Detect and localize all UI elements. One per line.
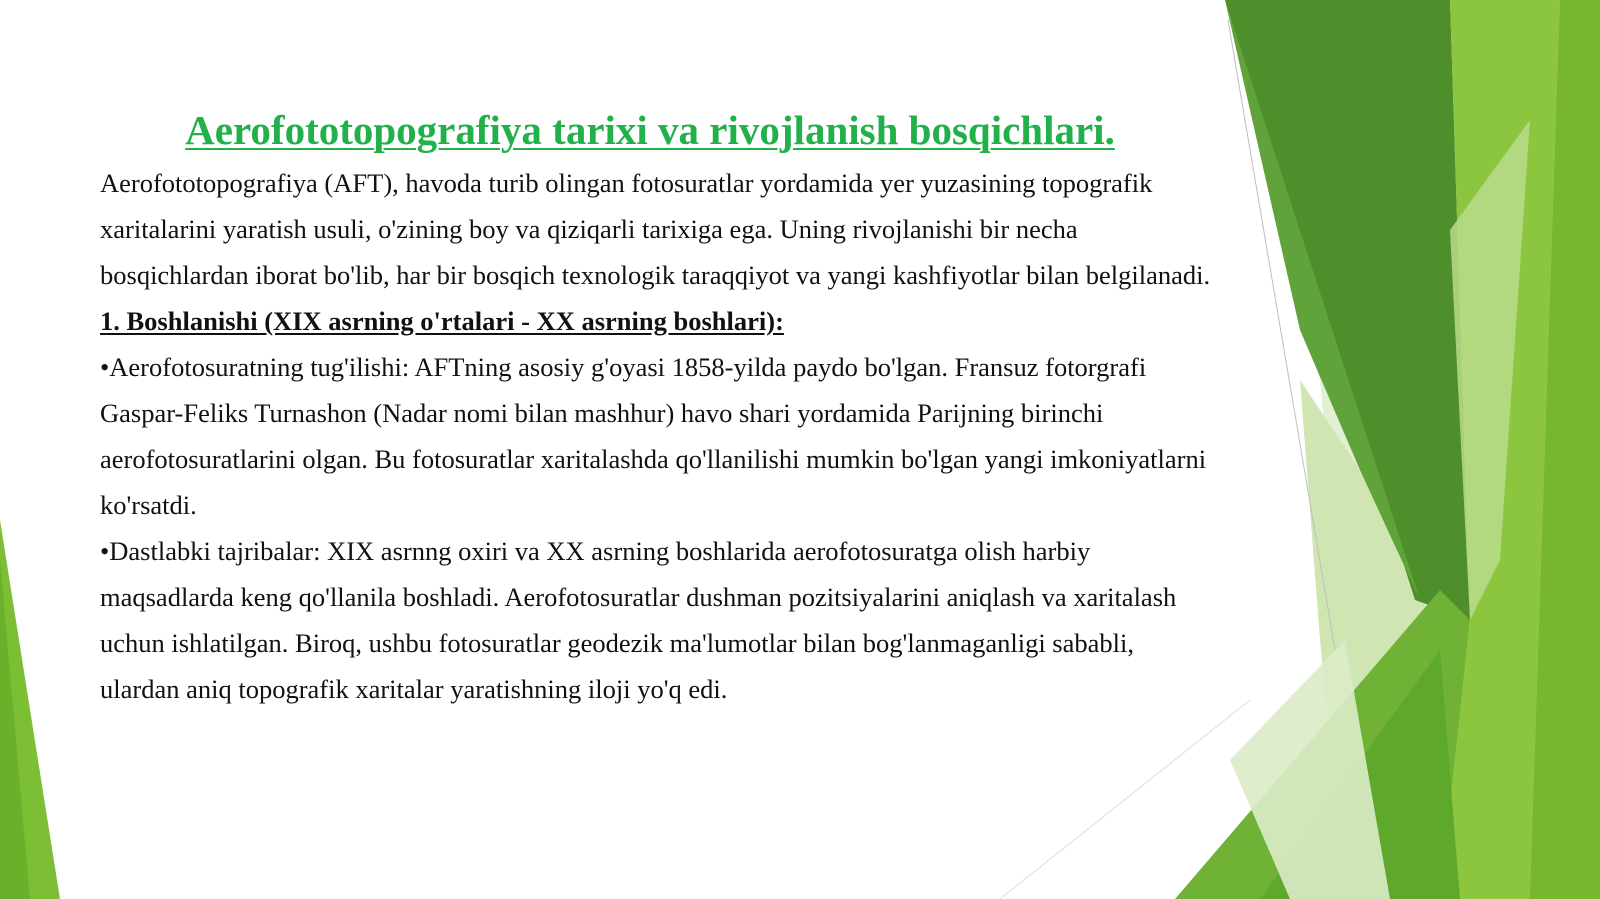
bullet-item: •Dastlabki tajribalar: XIX asrnng oxiri va XX asrning boshlarida aerofotosuratga olish harbiy maqsadlarda keng qo'llanila boshladi. Aerofotosuratlar dushman pozitsiyalarini aniqlash va xaritalash uchun ishlatilgan. Biroq, ushbu fotosuratlar geodezik ma'lumotlar bilan bog'lanmaganligi sababli, ulardan aniq topografik xaritalar yaratishning iloji yo'q edi. — [100, 536, 1177, 704]
section-heading: 1. Boshlanishi (XIX asrning o'rtalari - XX asrning boshlari): — [100, 306, 784, 336]
intro-paragraph: Aerofototopografiya (AFT), havoda turib olingan fotosuratlar yordamida yer yuzasining topografik xaritalarini yaratish usuli, o'zining boy va qiziqarli tarixiga ega. Uning rivojlanishi bir necha bosqichlardan iborat bo'lib, har bir bosqich texnologik taraqqiyot va yangi kashfiyotlar bilan belgilanadi. — [100, 168, 1211, 290]
slide-content — [100, 100, 1220, 712]
slide-title: Aerofototopografiya tarixi va rivojlanish bosqichlari. — [185, 107, 1115, 153]
bullet-item: •Aerofotosuratning tug'ilishi: AFTning asosiy g'oyasi 1858-yilda paydo bo'lgan. Fransuz fotorgrafi Gaspar-Feliks Turnashon (Nadar nomi bilan mashhur) havo shari yordamida Parijning birinchi aerofotosuratlarini olgan. Bu fotosuratlar xaritalashda qo'llanilishi mumkin bo'lgan yangi imkoniyatlarni ko'rsatdi. — [100, 352, 1207, 520]
